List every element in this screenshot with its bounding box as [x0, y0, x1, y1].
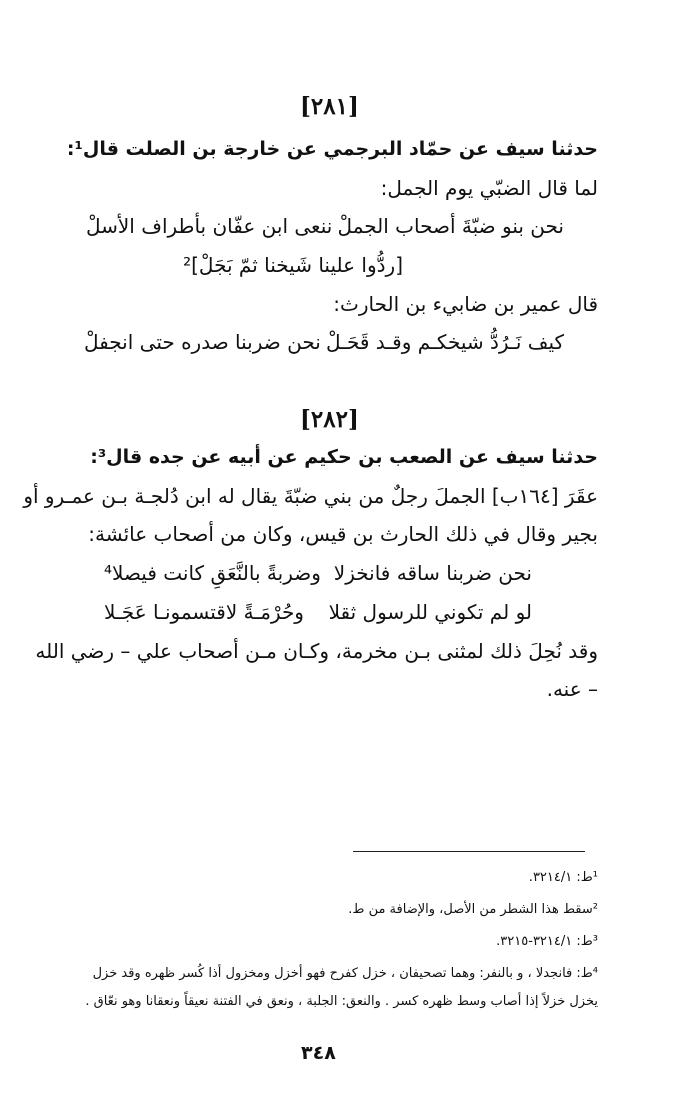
text-282-line-4: – عنه. — [546, 677, 598, 701]
text-282-line-2: بجير وقال في ذلك الحارث بن قيس، وكان من أصحاب عائشة: — [88, 522, 598, 546]
verse-281-2-right: كيف نَـرُدُّ شيخكـم وقـد قَحَـلْ — [325, 330, 564, 354]
verse-282-1-left: وضربةً بالنَّعَقِ كانت فيصلا⁴ — [104, 561, 321, 585]
verse-281-2-left: نحن ضربنا صدره حتى انجفلْ — [84, 330, 321, 354]
page-number: ٣٤٨ — [301, 1042, 336, 1064]
verse-281-1-continuation: [ردُّوا علينا شَيخنا ثمّ بَجَلْ]² — [183, 253, 403, 277]
verse-282-1-right: نحن ضربنا ساقه فانخزلا — [333, 561, 532, 585]
footnote-1: ¹ط: ٣٢١٤/١. — [528, 870, 598, 885]
footnote-separator — [353, 851, 585, 852]
text-282-line-1: عقَرَ [١٦٤ب] الجملَ رجلٌ من بني ضبّةَ يقال له ابن دُلجـة بـن عمـرو أو — [23, 484, 598, 508]
text-282-line-3: وقد نُحِلَ ذلك لمثنى بـن مخرمة، وكـان مـن أصحاب علي – رضي الله — [35, 639, 598, 663]
footnote-4-line-2: يخزل خزلاً إذا أصاب وسط ظهره كسر . والنعق: الجلبة ، ونعق في الفتنة نعيقاً ونعقانا وهو نعّاق . — [85, 994, 598, 1009]
verse-282-2-left: وحُرْمَـةً لاقتسمونـا عَجَـلا — [104, 600, 304, 624]
entry-number-282: [٢٨٢] — [300, 406, 359, 433]
verse-281-1-left: ننعى ابن عفّان بأطراف الأسلْ — [86, 214, 333, 238]
intro-281-2: قال عمير بن ضابيء بن الحارث: — [333, 292, 598, 316]
footnote-3: ³ط: ٣٢١٤/١-٣٢١٥. — [496, 934, 598, 949]
isnad-282: حدثنا سيف عن الصعب بن حكيم عن أبيه عن جده قال³: — [90, 446, 598, 468]
footnote-2: ²سقط هذا الشطر من الأصل، والإضافة من ط. — [348, 902, 598, 917]
intro-281: لما قال الضبّي يوم الجمل: — [380, 176, 598, 200]
entry-number-281: [٢٨١] — [300, 93, 359, 120]
footnote-4-line-1: ⁴ط: فانجدلا ، و بالنفر: وهما تصحيفان ، خزل كفرح فهو أخزل ومخزول أذا كُسر ظهره وقد خزل — [92, 966, 598, 981]
verse-281-1-right: نحن بنو ضبّةَ أصحاب الجملْ — [337, 214, 564, 238]
isnad-281: حدثنا سيف عن حمّاد البرجمي عن خارجة بن الصلت قال¹: — [66, 138, 598, 160]
verse-282-2-right: لو لم تكوني للرسول ثقلا — [328, 600, 532, 624]
